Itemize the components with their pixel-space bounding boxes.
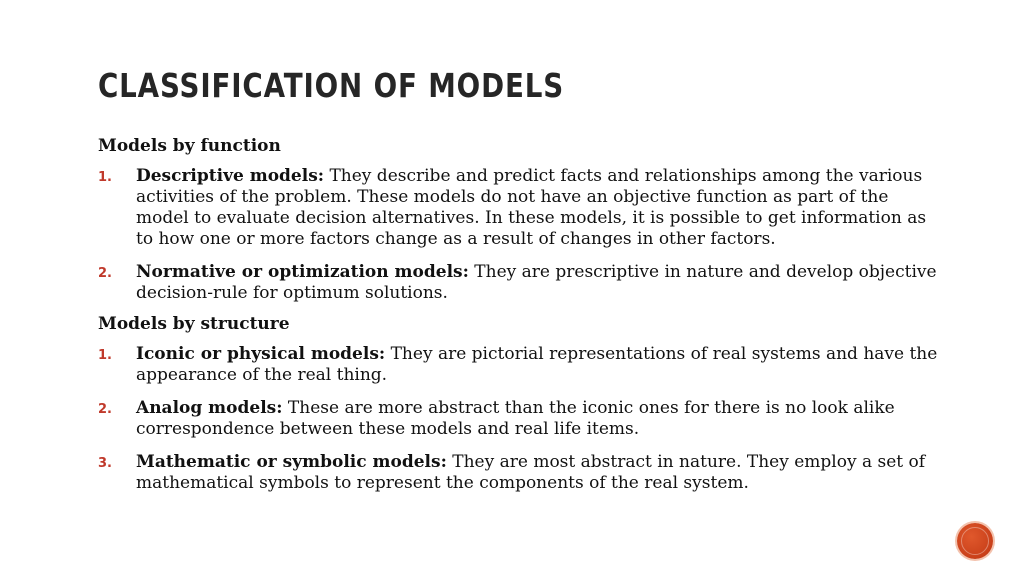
list-number: 1.: [98, 348, 112, 363]
list-item: [98, 398, 938, 440]
page-number-badge: [957, 523, 993, 559]
list-text: They are most abstract in nature. They employ a set of mathematical symbols to represent the components of the real system.: [136, 452, 926, 493]
list-term: Descriptive models:: [136, 166, 325, 186]
list-text: They are prescriptive in nature and develop objective decision-rule for optimum solutions.: [136, 262, 937, 303]
slide-title: CLASSIFICATION OF MODELS: [98, 66, 565, 105]
list-item: [98, 344, 938, 386]
section-heading-function: Models by function: [98, 136, 281, 156]
function-models-list: [98, 166, 938, 304]
list-term: Iconic or physical models:: [136, 344, 386, 364]
list-text: They are pictorial representations of real systems and have the appearance of the real thing.: [136, 344, 938, 385]
list-item: [98, 262, 938, 304]
list-term: Mathematic or symbolic models:: [136, 452, 447, 472]
structure-models-list: [98, 344, 938, 494]
list-number: 2.: [98, 402, 112, 417]
section-heading-structure: Models by structure: [98, 314, 290, 334]
list-number: 3.: [98, 456, 112, 471]
list-text: These are more abstract than the iconic ones for there is no look alike correspondence between these models and real life items.: [136, 398, 895, 439]
list-term: Normative or optimization models:: [136, 262, 469, 282]
list-number: 1.: [98, 170, 112, 185]
page-number-badge-ring: [961, 527, 989, 555]
list-text: They describe and predict facts and relationships among the various activities of the problem. These models do not have an objective function as part of the model to evaluate decision alternatives. In these models, it is possible to get information as to how one or more factors change as a result of changes in other factors.: [136, 166, 927, 249]
list-number: 2.: [98, 266, 112, 281]
list-item: [98, 452, 938, 494]
list-item: [98, 166, 938, 250]
list-term: Analog models:: [136, 398, 283, 418]
slide-content: [98, 136, 938, 504]
